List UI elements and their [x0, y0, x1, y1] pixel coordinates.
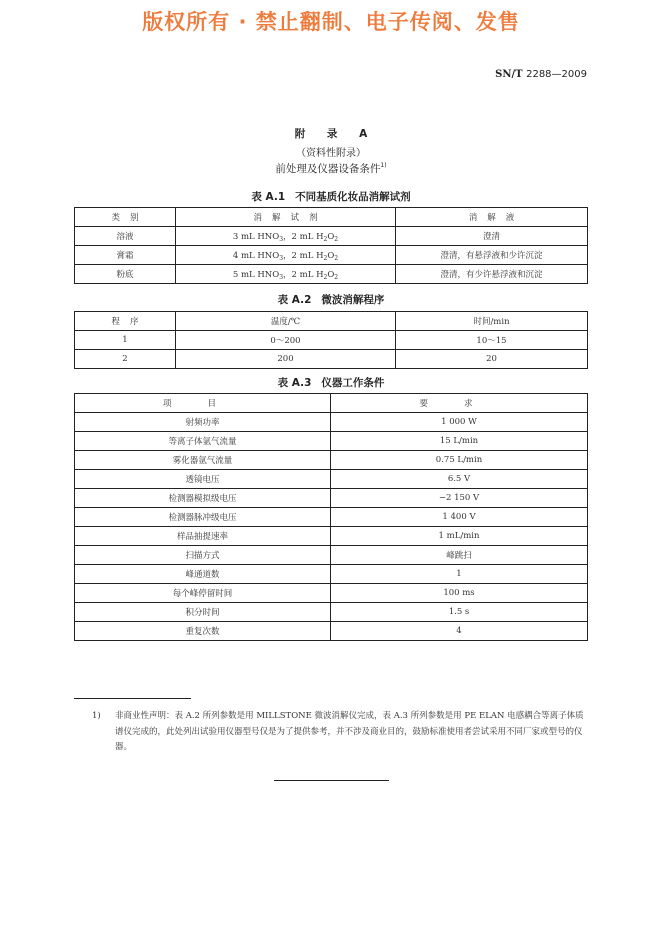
table1-caption-number: 表 A.1	[251, 191, 286, 203]
table-cell: 膏霜	[75, 246, 176, 265]
formula-part: O	[327, 269, 335, 280]
table-cell: 扫描方式	[75, 546, 331, 565]
table-row	[75, 565, 588, 584]
table-header-cell: 要求	[331, 394, 588, 413]
table-row	[75, 546, 588, 565]
appendix-title	[0, 126, 662, 141]
table-cell: 等离子体氩气流量	[75, 432, 331, 451]
table-header-cell: 类别	[75, 208, 176, 227]
appendix-title-part-1: 附	[294, 128, 315, 140]
formula-part: ，2 mL H	[283, 269, 324, 280]
table-cell: 15 L/min	[331, 432, 588, 451]
table-row	[75, 432, 588, 451]
table-cell: 澄清，有少许悬浮液和沉淀	[396, 265, 588, 284]
standard-code: 2288—2009	[526, 69, 587, 80]
table-cell: 峰通道数	[75, 565, 331, 584]
table-row	[75, 413, 588, 432]
table-header-row	[75, 394, 588, 413]
table2	[74, 311, 588, 369]
table-row	[75, 350, 588, 369]
table-cell: 200	[176, 350, 396, 369]
table-cell: 6.5 V	[331, 470, 588, 489]
table-row	[75, 527, 588, 546]
table-header-row	[75, 208, 588, 227]
appendix-title-part-3: A	[359, 128, 377, 140]
table1-caption	[0, 189, 662, 204]
table-cell: 0.75 L/min	[331, 451, 588, 470]
formula-subscript: 2	[334, 273, 339, 281]
table-cell: 100 ms	[331, 584, 588, 603]
table-cell: 粉底	[75, 265, 176, 284]
formula-subscript: 2	[334, 254, 339, 262]
table-cell	[176, 265, 396, 284]
table-cell: 雾化器氩气流量	[75, 451, 331, 470]
formula-subscript: 2	[334, 235, 339, 243]
formula-subscript: 2	[323, 254, 328, 262]
table-cell: 10～15	[396, 331, 588, 350]
footnote-text: 非商业性声明：表 A.2 所列参数是用 MILLSTONE 微波消解仪完成，表 A.3 所列参数是用 PE ELAN 电感耦合等离子体质谱仪完成的，此处列出试验用仪器型号仅是为了提供参考，并不涉及商业目的，鼓励标准使用者尝试采用不同厂家或型号的仪器。	[115, 711, 584, 752]
formula-subscript: 2	[323, 235, 328, 243]
formula-subscript: 3	[279, 254, 284, 262]
table2-caption-text: 微波消解程序	[321, 294, 385, 306]
table-cell: 1 mL/min	[331, 527, 588, 546]
table-header-cell: 项目	[75, 394, 331, 413]
formula-subscript: 3	[279, 235, 284, 243]
table-header-row	[75, 312, 588, 331]
table-row	[75, 331, 588, 350]
table1-caption-text: 不同基质化妆品消解试剂	[295, 191, 411, 203]
table-cell: 每个峰停留时间	[75, 584, 331, 603]
table-cell: −2 150 V	[331, 489, 588, 508]
table2-caption	[0, 292, 662, 307]
table-row	[75, 451, 588, 470]
table-cell: 澄清，有悬浮液和少许沉淀	[396, 246, 588, 265]
table-cell: 1	[75, 331, 176, 350]
footnote-divider	[74, 698, 191, 699]
copyright-banner: 版权所有 · 禁止翻制、电子传阅、发售	[142, 10, 520, 34]
table-cell: 积分时间	[75, 603, 331, 622]
formula-part: ，2 mL H	[283, 231, 324, 242]
table-cell: 4	[331, 622, 588, 641]
table3-caption	[0, 375, 662, 390]
table-cell: 透镜电压	[75, 470, 331, 489]
table3	[74, 393, 588, 641]
table3-caption-text: 仪器工作条件	[321, 377, 385, 389]
table-cell: 样品抽提速率	[75, 527, 331, 546]
table-cell: 0～200	[176, 331, 396, 350]
appendix-heading-text: 前处理及仪器设备条件	[275, 163, 381, 175]
table-header-cell: 温度/℃	[176, 312, 396, 331]
table-cell: 重复次数	[75, 622, 331, 641]
table1	[74, 207, 588, 284]
table-row	[75, 265, 588, 284]
footnote-reference: 1)	[380, 162, 387, 169]
table-cell: 检测器脉冲级电压	[75, 508, 331, 527]
appendix-title-part-2: 录	[326, 128, 347, 140]
table-cell: 峰跳扫	[331, 546, 588, 565]
table-cell: 2	[75, 350, 176, 369]
table-row	[75, 603, 588, 622]
table-cell	[176, 227, 396, 246]
standard-number	[495, 69, 587, 80]
table-cell: 溶液	[75, 227, 176, 246]
table-row	[75, 489, 588, 508]
table-cell: 检测器模拟级电压	[75, 489, 331, 508]
formula-part: O	[327, 231, 335, 242]
footnote-mark: 1)	[92, 711, 101, 721]
end-rule	[274, 780, 389, 781]
formula-part: 3 mL HNO	[232, 231, 280, 242]
table-row	[75, 622, 588, 641]
table-cell: 1	[331, 565, 588, 584]
appendix-heading	[0, 161, 662, 176]
appendix-subtitle: （资料性附录）	[296, 148, 366, 159]
table-row	[75, 470, 588, 489]
table-row	[75, 246, 588, 265]
table-header-cell: 程序	[75, 312, 176, 331]
table-cell: 1 000 W	[331, 413, 588, 432]
table-row	[75, 584, 588, 603]
table-cell: 20	[396, 350, 588, 369]
formula-part: ，2 mL H	[283, 250, 324, 261]
formula-part: 4 mL HNO	[232, 250, 280, 261]
table-header-cell: 消解液	[396, 208, 588, 227]
standard-prefix: SN/T	[495, 69, 523, 80]
table3-caption-number: 表 A.3	[277, 377, 312, 389]
formula-part: 5 mL HNO	[232, 269, 280, 280]
table-cell: 射频功率	[75, 413, 331, 432]
table2-caption-number: 表 A.2	[277, 294, 312, 306]
table-cell: 1 400 V	[331, 508, 588, 527]
table-header-cell: 消解试剂	[176, 208, 396, 227]
table-row	[75, 508, 588, 527]
table-cell	[176, 246, 396, 265]
table-row	[75, 227, 588, 246]
table-header-cell: 时间/min	[396, 312, 588, 331]
table-cell: 1.5 s	[331, 603, 588, 622]
footnote	[92, 709, 587, 756]
table-cell: 澄清	[396, 227, 588, 246]
formula-subscript: 2	[323, 273, 328, 281]
formula-part: O	[327, 250, 335, 261]
formula-subscript: 3	[279, 273, 284, 281]
